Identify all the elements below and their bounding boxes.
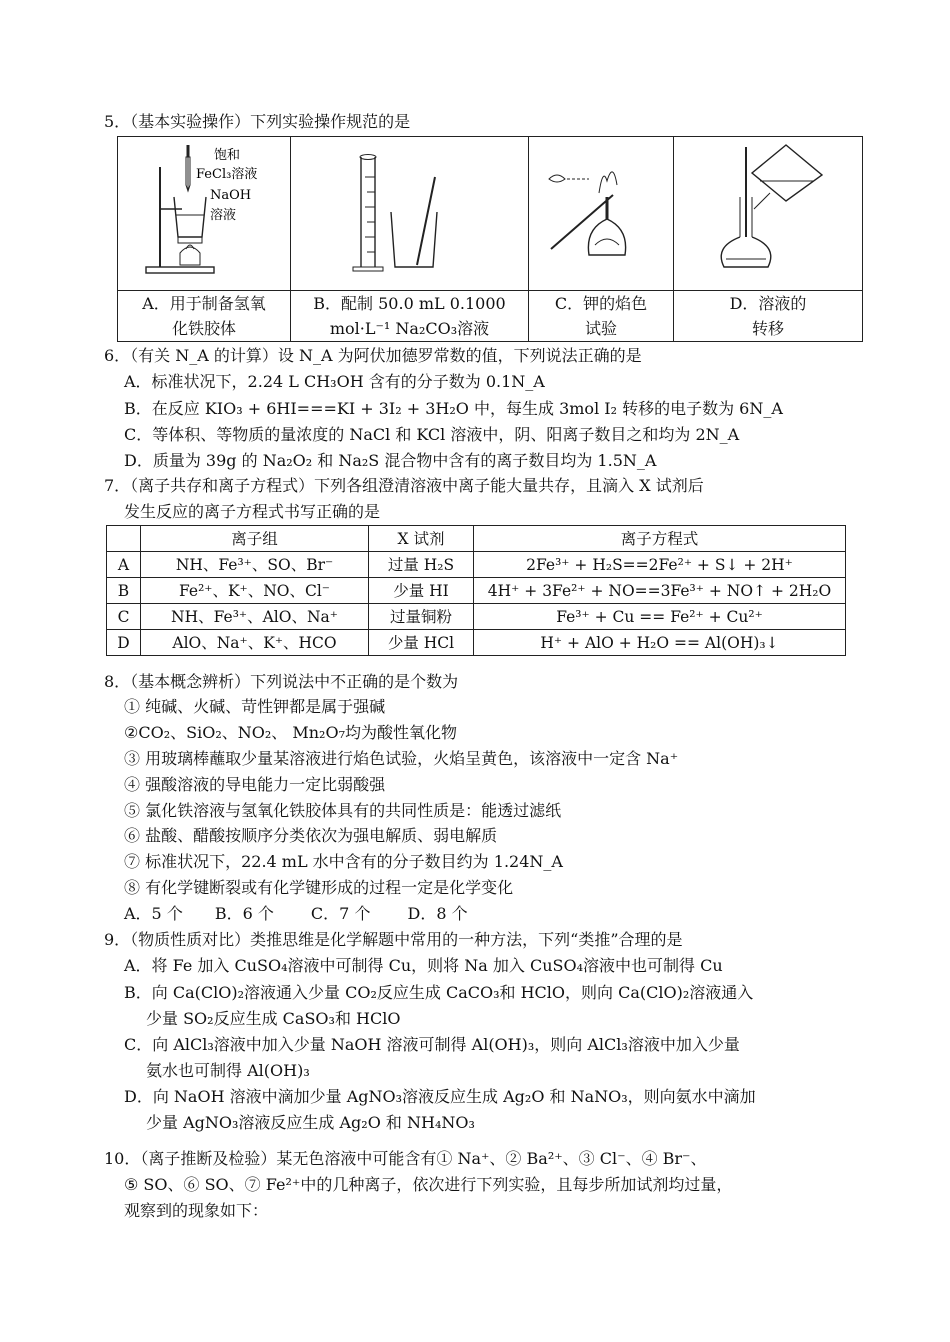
q7-stem-line1: 7．（离子共存和离子方程式）下列各组澄清溶液中离子能大量共存，且滴入 X 试剂后 [104,476,704,495]
q5-figure-table [117,136,863,342]
q6-option-a: A．标准状况下，2.24 L CH₃OH 含有的分子数为 0.1N_A [124,372,545,391]
q10-stem-line2: ⑤ SO、⑥ SO、⑦ Fe²⁺中的几种离子，依次进行下列实验，且每步所加试剂均过量， [124,1175,733,1194]
table-cell: 过量铜粉 [369,604,474,630]
q6-stem: 6．（有关 N_A 的计算）设 N_A 为阿伏加德罗常数的值，下列说法正确的是 [104,346,642,365]
table-cell: AlO、Na⁺、K⁺、HCO [141,630,369,656]
label-naoh: NaOH [210,188,252,203]
q7-ion-table [106,525,846,656]
table-cell: C [107,604,141,630]
q6-option-c: C．等体积、等物质的量浓度的 NaCl 和 KCl 溶液中，阴、阳离子数目之和均为 2N_A [124,425,740,444]
table-cell: NH、Fe³⁺、SO、Br⁻ [141,552,369,578]
q9-option-d-line1: D．向 NaOH 溶液中滴加少量 AgNO₃溶液反应生成 Ag₂O 和 NaNO₃，则向氨水中滴加 [124,1087,756,1106]
q8-item: ⑤ 氯化铁溶液与氢氧化铁胶体具有的共同性质是：能透过滤纸 [124,801,562,820]
figure-b-cell [291,137,529,291]
q9-option-c-line1: C．向 AlCl₃溶液中加入少量 NaOH 溶液可制得 Al(OH)₃，则向 AlCl₃溶液中加入少量 [124,1035,740,1054]
table-row [107,552,846,578]
table-header: 离子组 [141,526,369,552]
q10-stem-line1: 10．（离子推断及检验）某无色溶液中可能含有① Na⁺、② Ba²⁺、③ Cl⁻、④ Br⁻、 [104,1149,707,1168]
q7-stem-line2: 发生反应的离子方程式书写正确的是 [124,502,381,521]
q6-option-b: B．在反应 KIO₃ + 6HI===KI + 3I₂ + 3H₂O 中，每生成 3mol I₂ 转移的电子数为 6N_A [124,399,783,418]
q10-stem-line3: 观察到的现象如下： [124,1201,269,1220]
graduated-cylinder-beaker-figure [291,137,528,283]
fecl3-drip-apparatus-figure [118,137,290,283]
table-cell: H⁺ + AlO + H₂O == Al(OH)₃↓ [474,630,846,656]
q9-option-a: A．将 Fe 加入 CuSO₄溶液中可制得 Cu，则将 Na 加入 CuSO₄溶液中也可制得 Cu [124,956,723,975]
table-cell: 2Fe³⁺ + H₂S==2Fe²⁺ + S↓ + 2H⁺ [474,552,846,578]
figure-a-cell [118,137,291,291]
caption-a: A．用于制备氢氧 化铁胶体 [118,291,291,342]
table-header [107,526,141,552]
q9-option-d-line2: 少量 AgNO₃溶液反应生成 Ag₂O 和 NH₄NO₃ [146,1113,475,1132]
q9-option-b-line1: B．向 Ca(ClO)₂溶液通入少量 CO₂反应生成 CaCO₃和 HClO，则向 Ca(ClO)₂溶液通入 [124,983,754,1002]
volumetric-transfer-figure [674,137,862,283]
table-row [107,578,846,604]
table-header: 离子方程式 [474,526,846,552]
table-header: X 试剂 [369,526,474,552]
q8-item: ④ 强酸溶液的导电能力一定比弱酸强 [124,775,386,794]
table-cell: D [107,630,141,656]
table-cell: 少量 HCl [369,630,474,656]
table-header-row [107,526,846,552]
q8-options: A．5 个 B．6 个 C．7 个 D．8 个 [124,904,468,923]
table-cell: NH、Fe³⁺、AlO、Na⁺ [141,604,369,630]
q9-stem: 9．（物质性质对比）类推思维是化学解题中常用的一种方法，下列“类推”合理的是 [104,930,683,949]
label-saturated: 饱和 [214,148,241,163]
table-row [107,604,846,630]
q6-option-d: D．质量为 39g 的 Na₂O₂ 和 Na₂S 混合物中含有的离子数目均为 1.5N_A [124,451,657,470]
q8-stem: 8．（基本概念辨析）下列说法中不正确的是个数为 [104,672,459,691]
table-cell: B [107,578,141,604]
table-cell: A [107,552,141,578]
table-cell: Fe²⁺、K⁺、NO、Cl⁻ [141,578,369,604]
caption-b: B．配制 50.0 mL 0.1000 mol·L⁻¹ Na₂CO₃溶液 [291,291,529,342]
q8-item: ① 纯碱、火碱、苛性钾都是属于强碱 [124,697,386,716]
caption-d: D．溶液的 转移 [674,291,863,342]
q9-option-c-line2: 氨水也可制得 Al(OH)₃ [146,1061,310,1080]
table-cell: 过量 H₂S [369,552,474,578]
flame-test-lamp-figure [529,137,673,283]
figure-d-cell [674,137,863,291]
table-cell: 少量 HI [369,578,474,604]
q9-option-b-line2: 少量 SO₂反应生成 CaSO₃和 HClO [146,1009,401,1028]
table-row [107,630,846,656]
label-fecl3: FeCl₃溶液 [196,167,258,182]
caption-c: C．钾的焰色 试验 [529,291,674,342]
q8-item: ③ 用玻璃棒蘸取少量某溶液进行焰色试验，火焰呈黄色，该溶液中一定含 Na⁺ [124,749,679,768]
q8-item: ⑧ 有化学键断裂或有化学键形成的过程一定是化学变化 [124,878,514,897]
q8-item: ②CO₂、SiO₂、NO₂、 Mn₂O₇均为酸性氧化物 [124,723,457,742]
figure-c-cell [529,137,674,291]
q8-item: ⑥ 盐酸、醋酸按顺序分类依次为强电解质、弱电解质 [124,826,498,845]
q8-item: ⑦ 标准状况下，22.4 mL 水中含有的分子数目约为 1.24N_A [124,852,563,871]
label-solution: 溶液 [210,208,237,223]
q5-stem: 5．（基本实验操作）下列实验操作规范的是 [104,112,411,131]
table-cell: 4H⁺ + 3Fe²⁺ + NO==3Fe³⁺ + NO↑ + 2H₂O [474,578,846,604]
table-cell: Fe³⁺ + Cu == Fe²⁺ + Cu²⁺ [474,604,846,630]
